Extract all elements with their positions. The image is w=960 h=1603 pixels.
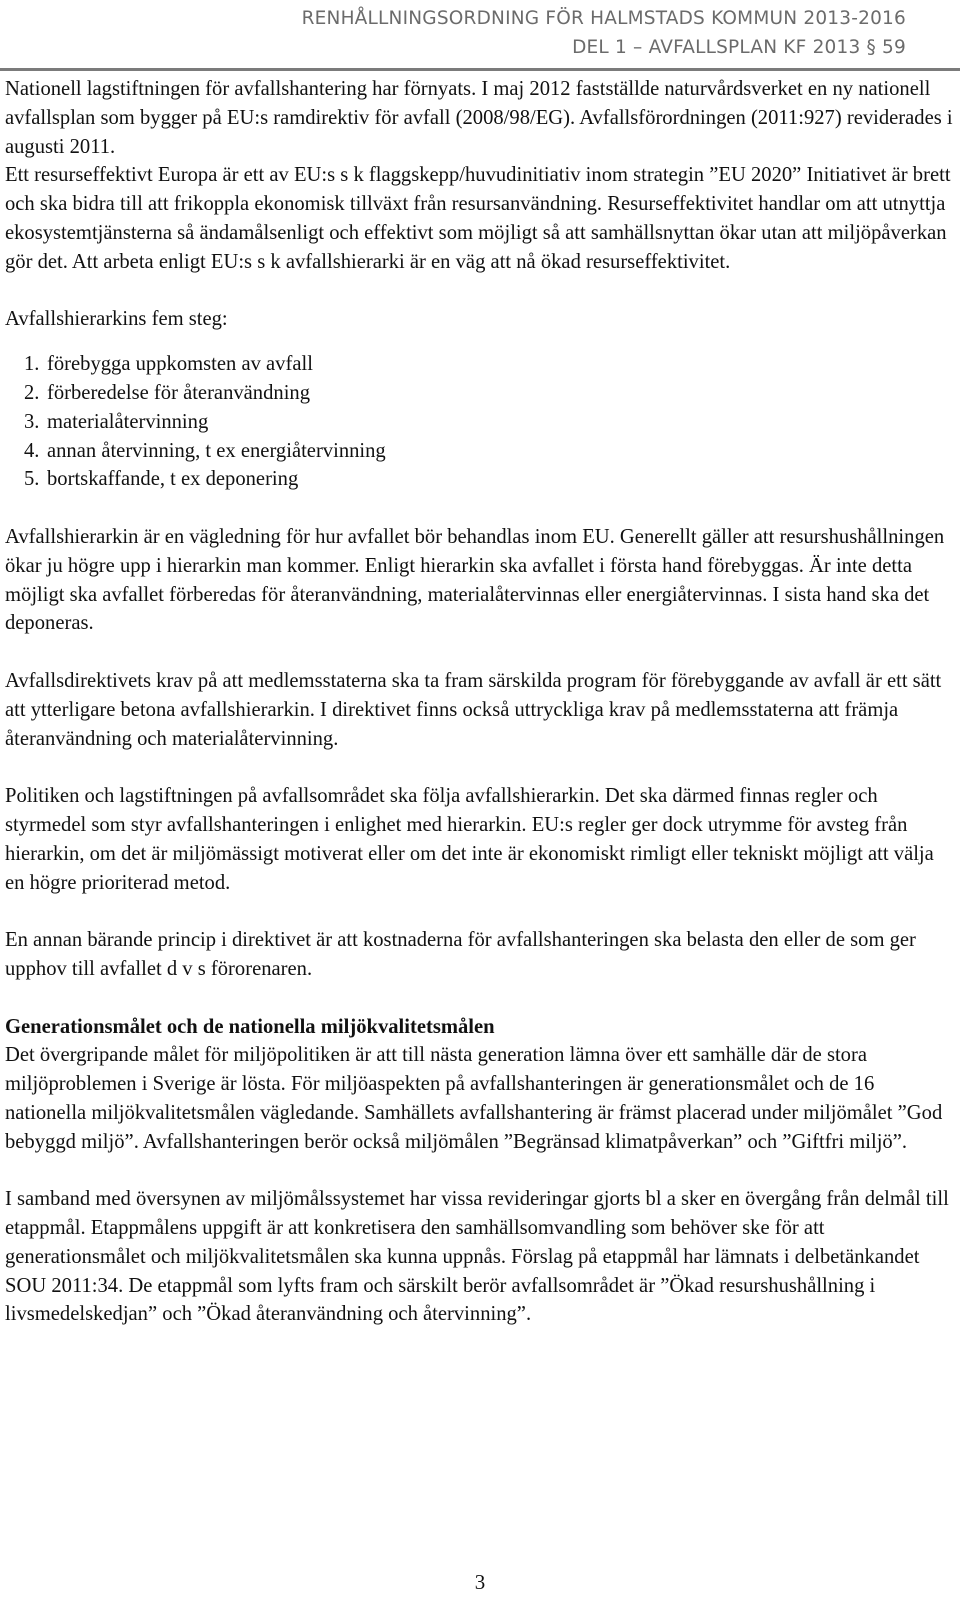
paragraph-directive-requirements: Avfallsdirektivets krav på att medlemsstaterna ska ta fram särskilda program för förebyggande av avfall är ett sätt att ytterligare betona avfallshierarkin. I direktivet finns också uttryckliga krav på medlemsstaterna att främja återanvändning och materialåtervinning.	[5, 669, 942, 750]
section-heading: Generationsmålet och de nationella miljökvalitetsmålen	[5, 1015, 495, 1038]
paragraph-legislation: Nationell lagstiftningen för avfallshantering har förnyats. I maj 2012 fastställde naturvårdsverket en ny nationell avfallsplan som bygger på EU:s ramdirektiv för avfall (2008/98/EG). Avfallsförordningen (2011:927) reviderades i augusti 2011.	[5, 78, 953, 158]
list-item-text: bortskaffande, t ex deponering	[47, 468, 299, 491]
running-header	[302, 4, 906, 62]
list-item-text: materialåtervinning	[47, 410, 209, 433]
list-item-number: 1.	[24, 353, 40, 376]
list-item	[5, 465, 955, 494]
list-item	[5, 437, 955, 466]
list-item-text: förberedelse för återanvändning	[47, 381, 311, 404]
paragraph-hierarchy-guidance: Avfallshierarkin är en vägledning för hur avfallet bör behandlas inom EU. Generellt gäller att resurshushållningen ökar ju högre upp i hierarkin man kommer. Enligt hierarkin ska avfallet i första hand förebyggas. Är inte detta möjligt ska avfallet förberedas för återanvändning, materialåtervinnas eller energiåtervinnas. I sista hand ska det deponeras.	[5, 525, 945, 635]
list-item	[5, 350, 955, 379]
header-title: RENHÅLLNINGSORDNING FÖR HALMSTADS KOMMUN 2013-2016	[301, 8, 906, 29]
paragraph-polluter-pays: En annan bärande princip i direktivet är att kostnaderna för avfallshanteringen ska belasta den eller de som ger upphov till avfallet d v s förorenaren.	[5, 929, 916, 980]
paragraph-milestone-targets: I samband med översynen av miljömålssystemet har vissa revideringar gjorts bl a sker en övergång från delmål till etappmål. Etappmålens uppgift är att konkretisera den samhällsomvandling som behöver ske för att generationsmålet och miljökvalitetsmålen ska kunna uppnås. Förslag på etappmål har lämnats i delbetänkandet SOU 2011:34. De etappmål som lyfts fram och särskilt berör avfallsområdet är ”Ökad resurshushållning i livsmedelskedjan” och ”Ökad återanvändning och återvinning”.	[5, 1188, 949, 1326]
waste-hierarchy-list	[5, 350, 955, 494]
list-item-text: förebygga uppkomsten av avfall	[47, 353, 313, 376]
list-item-text: annan återvinning, t ex energiåtervinning	[47, 439, 386, 462]
list-item	[5, 408, 955, 437]
paragraph-generation-goal: Det övergripande målet för miljöpolitiken är att till nästa generation lämna över ett samhälle där de stora miljöproblemen i Sverige är lösta. För miljöaspekten på avfallshanteringen är generationsmålet och de 16 nationella miljökvalitetsmålen vägledande. Samhällets avfallshantering är främst placerad under miljömålet ”God bebyggd miljö”. Avfallshanteringen berör också miljömålen ”Begränsad klimatpåverkan” och ”Giftfri miljö”.	[5, 1044, 943, 1153]
list-item	[5, 379, 955, 408]
list-item-number: 5.	[24, 468, 40, 491]
paragraph-resource-efficiency: Ett resurseffektivt Europa är ett av EU:s s k flaggskepp/huvudinitiativ inom strategin ”EU 2020” Initiativet är brett och ska bidra till att frikoppla ekonomisk tillväxt från resursanvändning. Resurseffektivitet handlar om att utnyttja ekosystemtjänsterna så ändamålsenligt och effektivt som möjligt så att samhällsnyttan ökar utan att miljöpåverkan gör det. Att arbeta enligt EU:s s k avfallshierarki är en väg att nå ökad resurseffektivitet.	[5, 164, 951, 273]
document-body	[5, 75, 955, 1358]
header-subtitle: DEL 1 – AVFALLSPLAN KF 2013 § 59	[572, 37, 906, 58]
page-number: 3	[474, 1570, 486, 1594]
list-item-number: 3.	[24, 410, 40, 433]
list-item-number: 2.	[24, 381, 40, 404]
paragraph-policy: Politiken och lagstiftningen på avfallsområdet ska följa avfallshierarkin. Det ska därmed finnas regler och styrmedel som styr avfallshanteringen i enlighet med hierarkin. EU:s regler ger dock utrymme för avsteg från hierarkin, om det är miljömässigt motiverat eller om det inte är ekonomiskt rimligt eller tekniskt möjligt att välja en högre prioriterad metod.	[5, 785, 934, 894]
header-divider	[0, 68, 960, 71]
list-item-number: 4.	[24, 439, 40, 462]
steps-label: Avfallshierarkins fem steg:	[5, 308, 228, 331]
